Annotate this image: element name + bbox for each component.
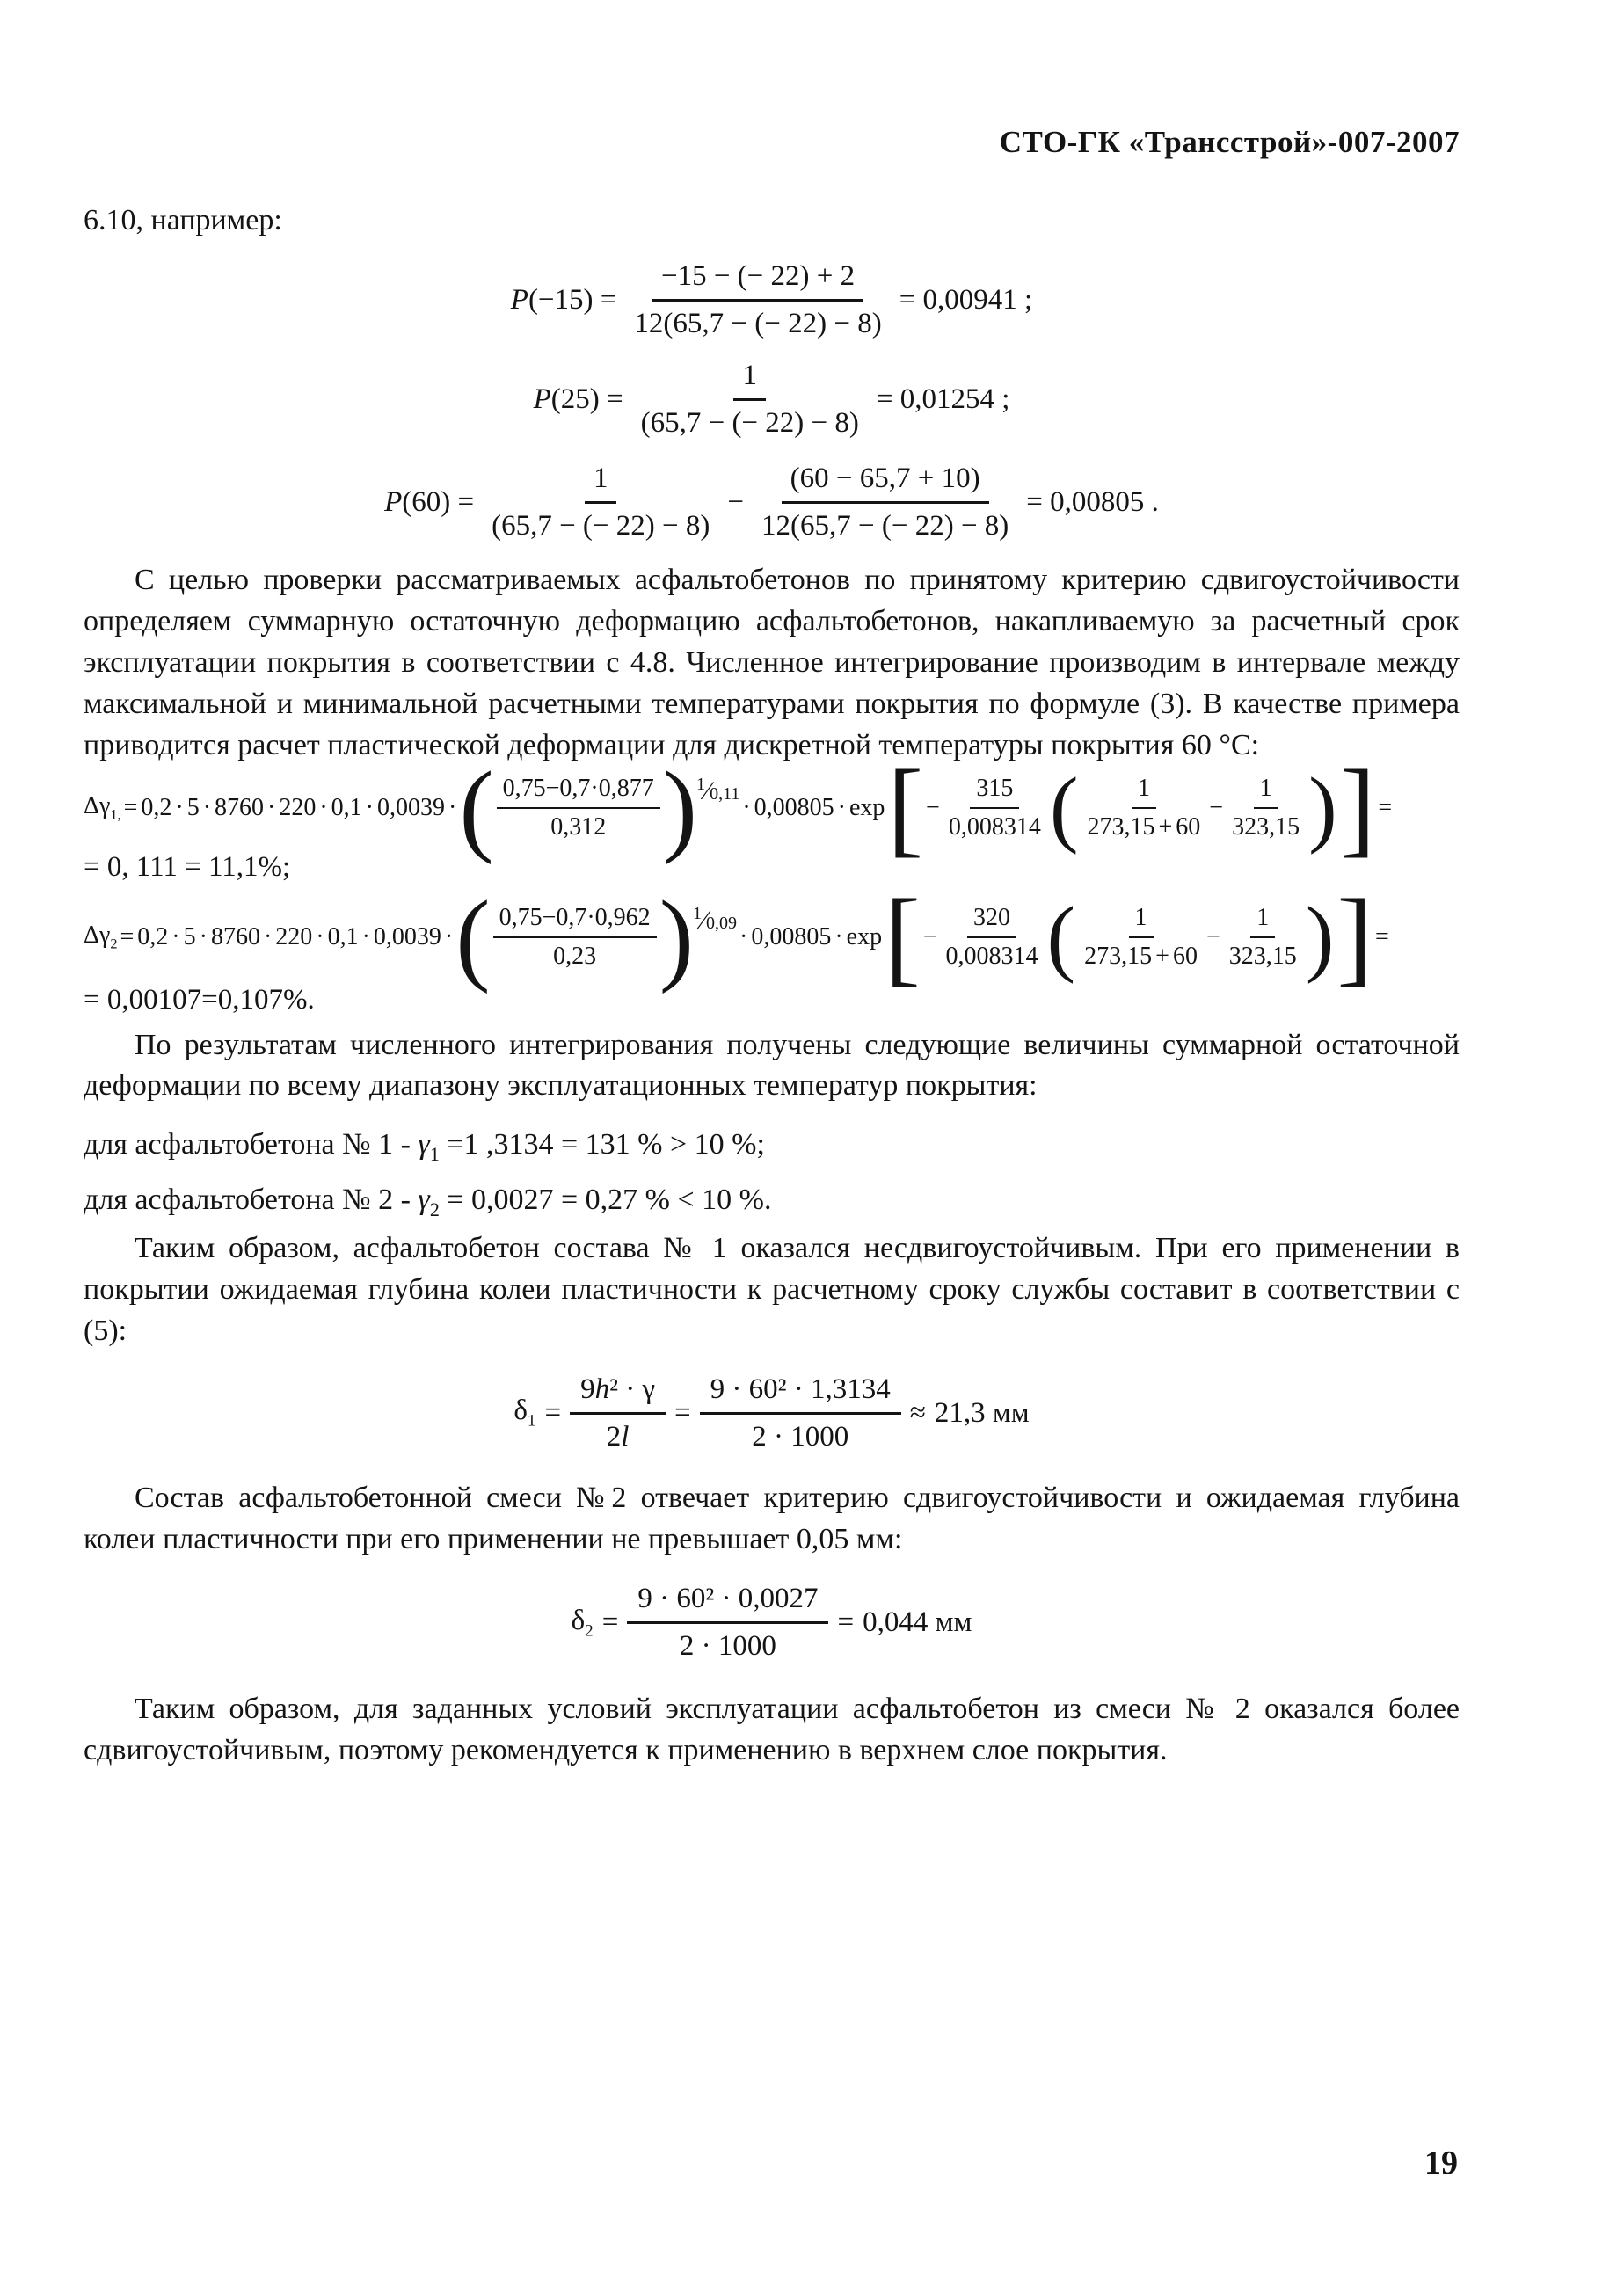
math-fraction bbox=[940, 903, 1045, 972]
fraction-numerator: 0,75−0,7·0,962 bbox=[493, 903, 657, 938]
fraction-numerator bbox=[570, 1372, 666, 1415]
math-fraction bbox=[943, 774, 1047, 842]
fraction-slash: ⁄ bbox=[701, 905, 706, 935]
section-reference: 6.10, например: bbox=[84, 204, 282, 237]
fraction-denominator: 323,15 bbox=[1228, 942, 1297, 970]
math-subscript: 1 bbox=[527, 1411, 536, 1431]
fraction-denominator: 12(65,7 − (− 22) − 8) bbox=[761, 510, 1009, 542]
minus-operator: − bbox=[922, 922, 937, 950]
minus-operator: − bbox=[1209, 793, 1224, 821]
exponent-denominator: 0,09 bbox=[706, 913, 737, 933]
math-variable: l bbox=[621, 1420, 630, 1453]
math-fraction bbox=[497, 774, 660, 842]
math-fraction bbox=[627, 1581, 828, 1664]
fraction-denominator: 0,312 bbox=[550, 812, 607, 841]
math-subscript: 2 bbox=[110, 936, 118, 952]
fraction-numerator: 1 bbox=[1129, 903, 1154, 938]
exponent bbox=[696, 776, 739, 805]
paragraph-conclusion-1: Таким образом, асфальтобетон состава № 1 оказался несдвигоустойчивым. При его применении в покрытии ожидаемая глубина колеи пластичности к расчетному сроку службы составит в соответствии с (5): bbox=[84, 1231, 1460, 1347]
formula-result: = 0,00805 . bbox=[1026, 486, 1159, 518]
paragraph-method: С целью проверки рассматриваемых асфальтобетонов по принятому критерию сдвигоустойчивости определяем суммарную остаточную деформацию асфальтобетонов, накапливаемую за расчетный срок эксплуатации покрытия в соответствии с 4.8. Численное интегрирование производим в интервале между максимальной и минимальной расчетными температурами покрытия по формуле (3). В качестве примера приводится расчет пластической деформации для дискретной температуры покрытия 60 °С: bbox=[84, 564, 1460, 761]
gamma-symbol: γ bbox=[418, 1183, 430, 1217]
math-variable: h bbox=[594, 1373, 610, 1405]
math-variable: P bbox=[533, 383, 551, 415]
coefficient: 2 bbox=[606, 1420, 622, 1453]
math-lhs bbox=[84, 921, 118, 953]
fraction-denominator: 323,15 bbox=[1232, 812, 1300, 841]
fraction-numerator: 1 bbox=[733, 358, 766, 401]
paragraph-results: По результатам численного интегрирования получены следующие величины суммарной остаточной деформации по всему диапазону эксплуатационных температур покрытия: bbox=[84, 1028, 1460, 1103]
math-coefficients: = 0,2 · 5 · 8760 · 220 · 0,1 · 0,0039 · bbox=[120, 922, 454, 950]
fraction-numerator: 1 bbox=[585, 461, 617, 504]
fraction-denominator: 273,15 + 60 bbox=[1084, 942, 1198, 970]
gamma-line-1 bbox=[84, 1128, 1460, 1166]
approx-sign: ≈ bbox=[909, 1396, 926, 1429]
math-argument: (−15) = bbox=[528, 284, 617, 316]
formula-result-line: = 0,00107=0,107%. bbox=[84, 983, 315, 1016]
fraction-denominator: 0,008314 bbox=[945, 942, 1038, 970]
fraction-denominator: 2 · 1000 bbox=[752, 1420, 849, 1453]
math-fraction bbox=[753, 461, 1017, 544]
math-variable: δ bbox=[513, 1395, 528, 1427]
exponent bbox=[693, 905, 737, 934]
math-fraction bbox=[700, 1372, 901, 1455]
math-variable: Δγ bbox=[84, 921, 111, 949]
fraction-slash: ⁄ bbox=[705, 776, 710, 805]
exponent-numerator: 1 bbox=[696, 774, 706, 794]
math-fraction bbox=[1081, 774, 1206, 842]
math-lhs bbox=[572, 1605, 594, 1642]
gamma-subscript: 1 bbox=[429, 1143, 440, 1166]
fraction-numerator: −15 − (− 22) + 2 bbox=[652, 259, 863, 302]
math-fraction bbox=[1226, 774, 1306, 842]
math-argument: (25) = bbox=[550, 383, 623, 415]
formula-result: 21,3 мм bbox=[934, 1396, 1030, 1429]
math-term: ² · γ bbox=[609, 1373, 656, 1405]
math-fraction bbox=[1223, 903, 1303, 972]
formula-result: 0,044 мм bbox=[863, 1606, 972, 1639]
math-fraction bbox=[632, 358, 868, 441]
gamma-line-value: = 0,0027 = 0,27 % < 10 %. bbox=[439, 1183, 772, 1217]
math-lhs bbox=[513, 1395, 535, 1431]
fraction-numerator: 1 bbox=[1250, 903, 1275, 938]
formula-p-60 bbox=[84, 461, 1460, 544]
math-term: · 0,00805 · exp bbox=[742, 793, 885, 821]
minus-operator: − bbox=[727, 486, 744, 518]
formula-result: = 0,00941 ; bbox=[899, 284, 1033, 316]
formula-delta-gamma-2: $\Delta\gamma_2$ = 0,2 · 5 · 8760 · 220 · 0,1 · 0,0039 · ( $\frac{0,75-0,7\cdot 0,962}{0,23}$ ) $^1$⁄0,09 · 0,00805 · exp [ − $\frac{320}{0,008314}$ ( $\frac{1}{273,15 + 60}$ − $\frac{1}{323,15}$ ) ] = bbox=[84, 877, 1389, 996]
formula-delta-1 bbox=[84, 1372, 1460, 1455]
math-lhs bbox=[384, 486, 474, 519]
equals-sign: = bbox=[544, 1396, 562, 1429]
gamma-line-text: для асфальтобетона № 1 - bbox=[84, 1128, 419, 1162]
fraction-numerator: 0,75−0,7·0,877 bbox=[497, 774, 660, 809]
math-variable: Δγ bbox=[84, 791, 111, 819]
math-variable: P bbox=[510, 284, 528, 316]
gamma-line-2 bbox=[84, 1183, 1460, 1221]
page-number: 19 bbox=[1424, 2145, 1458, 2181]
formula-delta-gamma-1: $\Delta\gamma_{1,}$ = 0,2 · 5 · 8760 · 220 · 0,1 · 0,0039 · ( $\frac{0,75-0,7\cdot 0,877}{0,312}$ ) $^1$⁄0,11 · 0,00805 · exp [ − $\frac{315}{0,008314}$ ( $\frac{1}{273,15 + 60}$ − $\frac{1}{323,15}$ ) ] = bbox=[84, 747, 1393, 867]
formula-p-25 bbox=[84, 358, 1460, 441]
equals-sign: = bbox=[1375, 922, 1389, 950]
fraction-numerator: 1 bbox=[1132, 774, 1156, 809]
math-fraction bbox=[483, 461, 718, 544]
fraction-denominator: (65,7 − (− 22) − 8) bbox=[640, 407, 859, 439]
gamma-subscript: 2 bbox=[429, 1198, 440, 1220]
exponent-denominator: 0,11 bbox=[710, 783, 740, 804]
fraction-denominator: 273,15 + 60 bbox=[1087, 812, 1201, 841]
document-code: СТО-ГК «Трансстрой»-007-2007 bbox=[999, 125, 1460, 159]
fraction-numerator: 9 · 60² · 0,0027 bbox=[627, 1581, 828, 1624]
fraction-denominator: 0,23 bbox=[553, 942, 597, 970]
math-variable: δ bbox=[571, 1605, 586, 1637]
gamma-symbol: γ bbox=[418, 1128, 430, 1162]
math-subscript: 1, bbox=[110, 806, 121, 823]
math-lhs bbox=[534, 383, 623, 416]
fraction-numerator: 320 bbox=[967, 903, 1016, 938]
formula-p-minus-15 bbox=[84, 259, 1460, 342]
exponent-numerator: 1 bbox=[692, 903, 702, 923]
fraction-denominator bbox=[596, 1415, 640, 1455]
equals-sign: = bbox=[601, 1606, 619, 1639]
fraction-numerator: 1 bbox=[1254, 774, 1278, 809]
math-coefficients: = 0,2 · 5 · 8760 · 220 · 0,1 · 0,0039 · bbox=[123, 793, 457, 821]
fraction-numerator: 315 bbox=[970, 774, 1019, 809]
formula-result-line: = 0, 111 = 11,1%; bbox=[84, 850, 291, 883]
math-variable: P bbox=[384, 486, 403, 518]
math-fraction bbox=[493, 903, 657, 972]
fraction-denominator: (65,7 − (− 22) − 8) bbox=[492, 510, 710, 542]
minus-operator: − bbox=[926, 793, 940, 821]
fraction-denominator: 2 · 1000 bbox=[679, 1630, 776, 1663]
gamma-line-value: =1 ,3134 = 131 % > 10 %; bbox=[439, 1128, 765, 1162]
equals-sign: = bbox=[837, 1606, 855, 1639]
math-argument: (60) = bbox=[402, 486, 475, 518]
paragraph-mix2: Состав асфальтобетонной смеси №2 отвечает критерию сдвигоустойчивости и ожидаемая глубина колеи пластичности при его применении не превышает 0,05 мм: bbox=[84, 1481, 1460, 1555]
fraction-numerator: 9 · 60² · 1,3134 bbox=[700, 1372, 901, 1415]
fraction-denominator: 0,008314 bbox=[948, 812, 1041, 841]
fraction-denominator: 12(65,7 − (− 22) − 8) bbox=[634, 308, 882, 339]
minus-operator: − bbox=[1205, 922, 1220, 950]
equals-sign: = bbox=[1378, 793, 1393, 821]
fraction-numerator: (60 − 65,7 + 10) bbox=[782, 461, 989, 504]
formula-delta-2 bbox=[84, 1581, 1460, 1664]
equals-sign: = bbox=[674, 1396, 691, 1429]
math-fraction bbox=[570, 1372, 666, 1455]
math-subscript: 2 bbox=[585, 1621, 594, 1641]
math-lhs bbox=[511, 284, 617, 317]
math-term: · 0,00805 · exp bbox=[739, 922, 883, 950]
formula-result: = 0,01254 ; bbox=[876, 383, 1010, 415]
math-fraction bbox=[625, 259, 890, 342]
paragraph-conclusion-2: Таким образом, для заданных условий эксплуатации асфальтобетон из смеси № 2 оказался более сдвигоустойчивым, поэтому рекомендуется к применению в верхнем слое покрытия. bbox=[84, 1693, 1460, 1767]
gamma-line-text: для асфальтобетона № 2 - bbox=[84, 1183, 419, 1217]
math-lhs bbox=[84, 792, 121, 824]
math-fraction bbox=[1078, 903, 1204, 972]
coefficient: 9 bbox=[580, 1373, 595, 1405]
